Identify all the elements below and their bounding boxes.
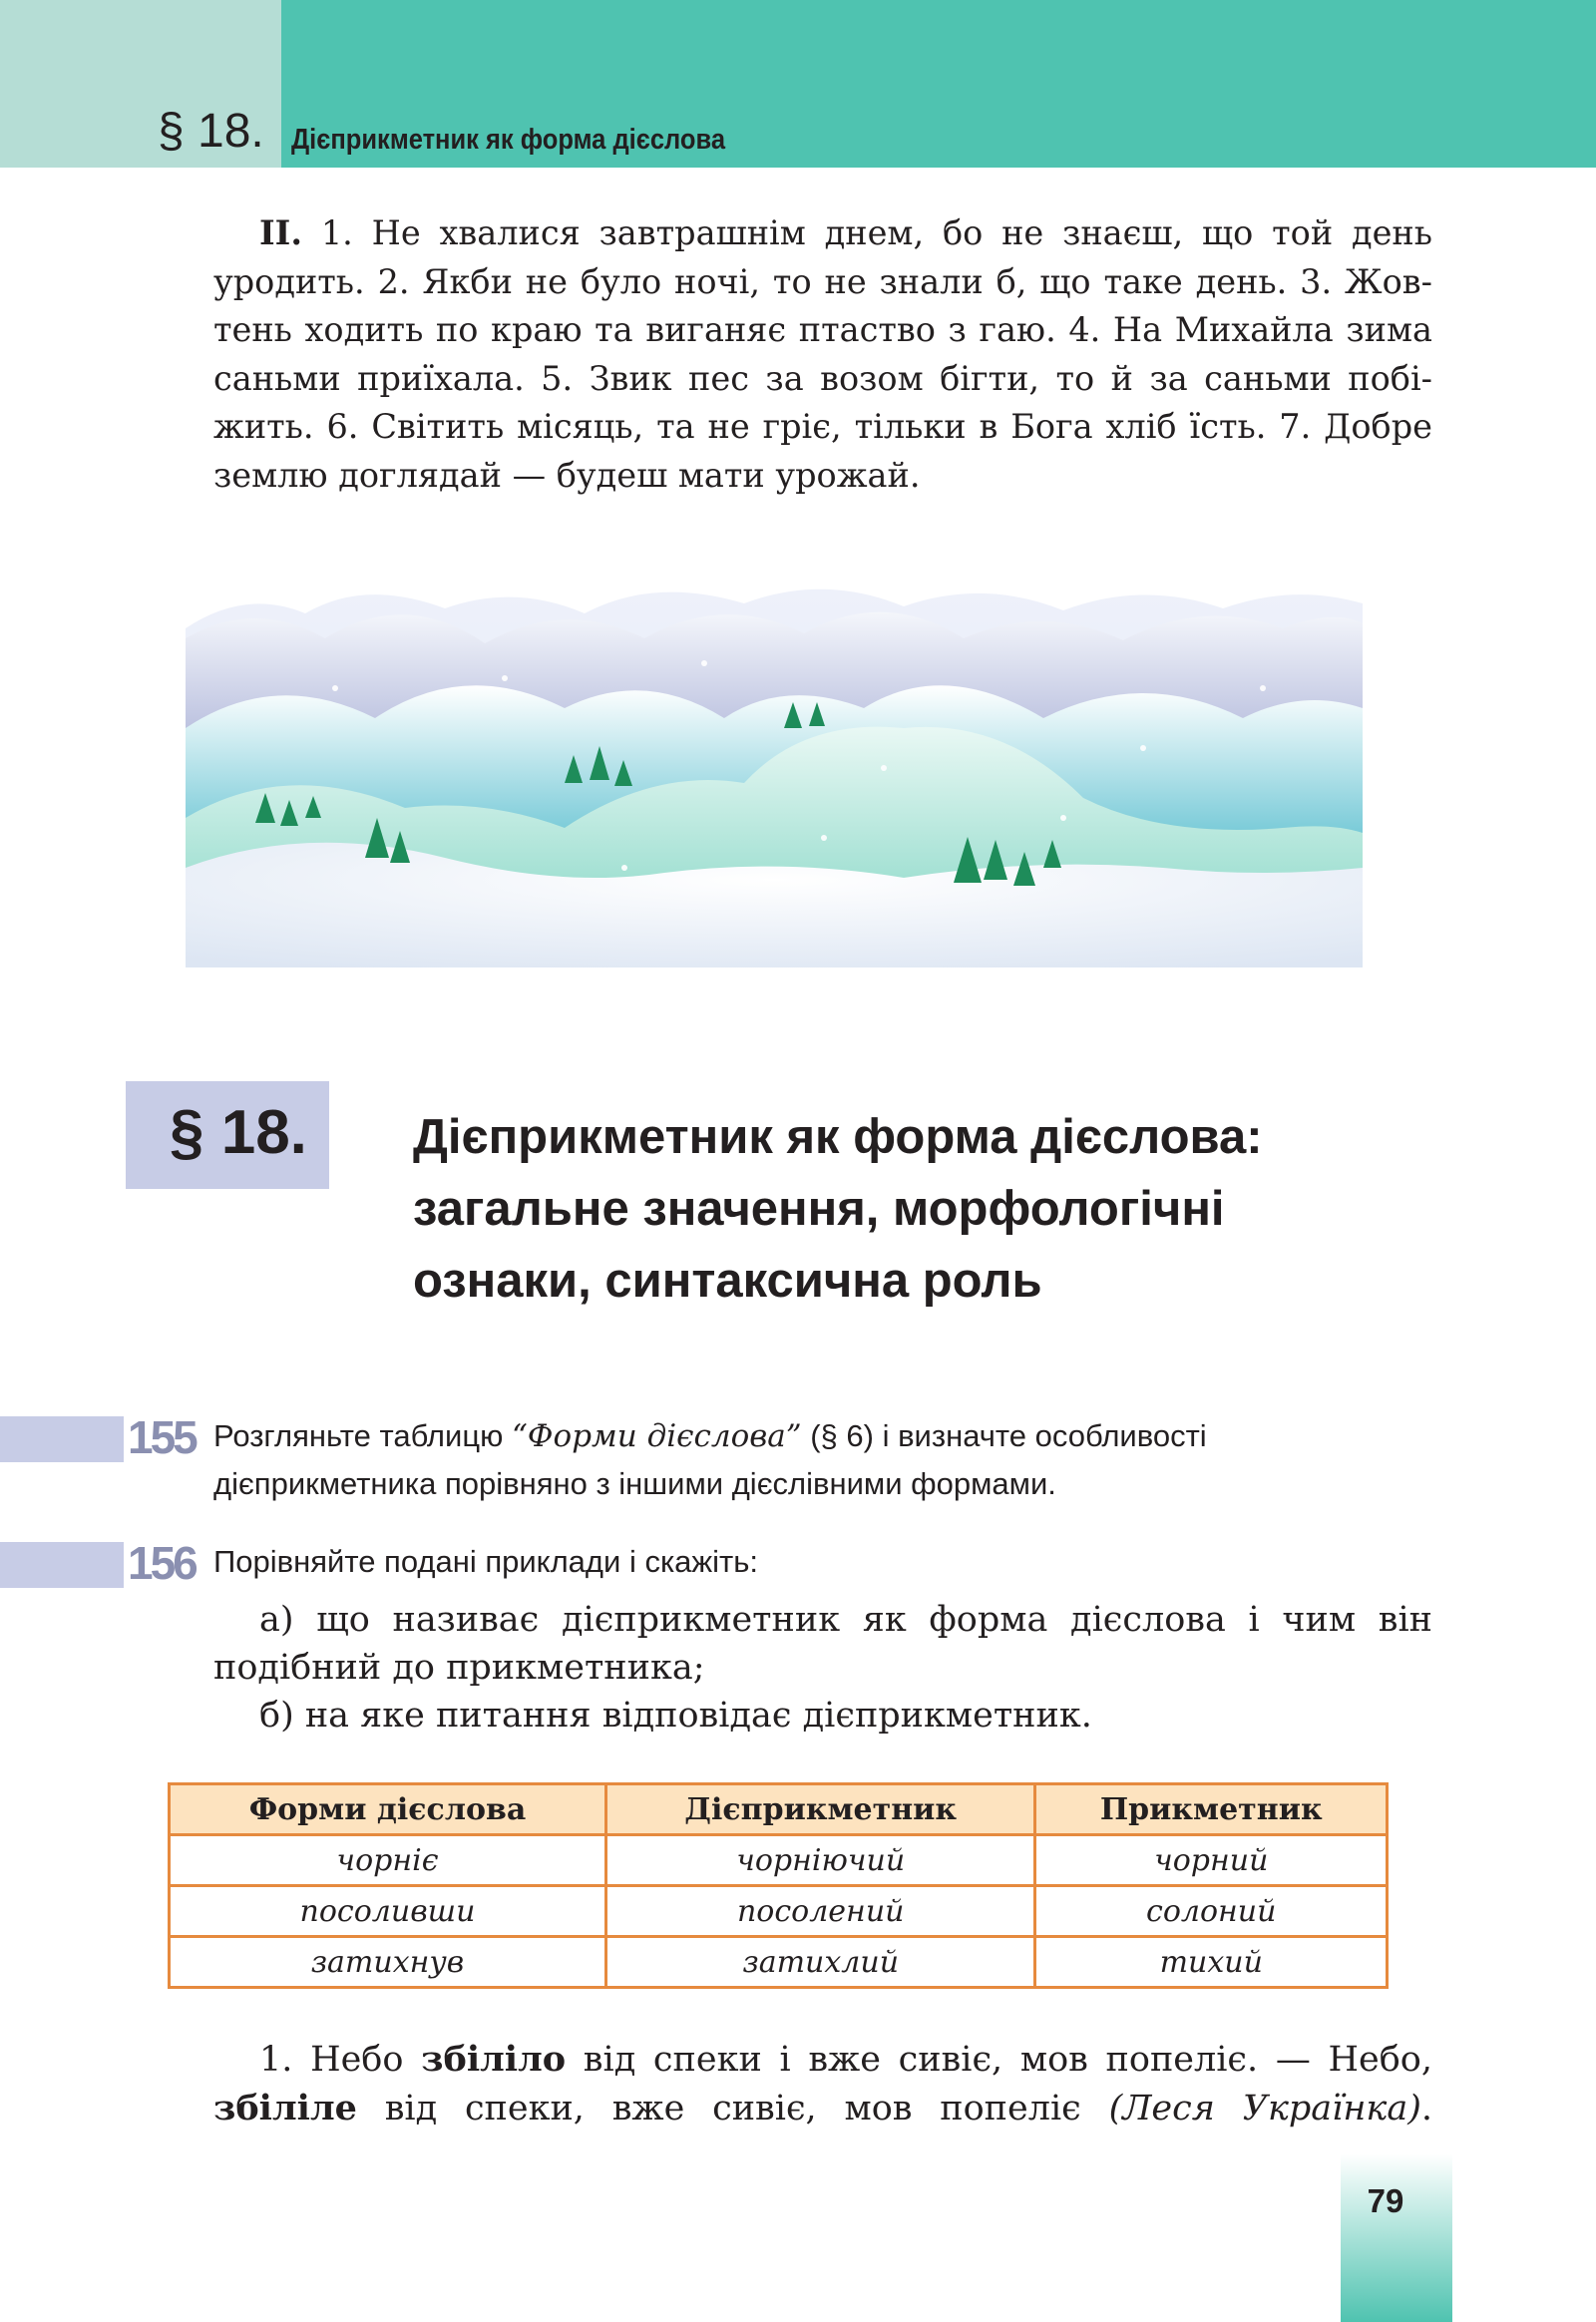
exercise-156-marker-bar [0,1542,124,1588]
exercise-155-line-1: Розгляньте таблицю “Форми дієслова” (§ 6) і визначте особливості [213,1418,1207,1454]
table-cell: посолений [605,1886,1035,1937]
proverbs-label: ІІ. [259,213,303,252]
exercise-156-number: 156 [128,1537,196,1589]
table-cell: чорніє [170,1835,606,1886]
header-section-number: § 18. [158,105,264,158]
table-cell: тихий [1035,1937,1388,1988]
table-cell: посоливши [170,1886,606,1937]
table-cell: затихнув [170,1937,606,1988]
section-title-line-2: загальне значення, морфологічні [413,1182,1225,1236]
proverbs-paragraph [213,209,1432,500]
table-cell: чорний [1035,1835,1388,1886]
exercise-156-item-a-line-2: подібний до прикметника; [213,1648,705,1688]
proverbs-line-2: уродить. 2. Якби не було ночі, то не знали б, що таке день. 3. Жов- [213,261,1432,301]
table-cell: чорніючий [605,1835,1035,1886]
exercise-156-intro: Порівняйте подані приклади і скажіть: [213,1544,759,1579]
proverbs-line-4: саньми приїхала. 5. Звик пес за возом бігти, то й за саньми побі- [213,358,1432,398]
header-section-title: Дієприкметник як форма дієслова [291,124,726,156]
proverbs-line-6: землю доглядай — будеш мати урожай. [213,455,921,495]
proverbs-line-1: ІІ. 1. Не хвалися завтрашнім днем, бо не знаєш, що той день [259,213,1433,252]
table-cell: затихлий [605,1937,1035,1988]
table-row [170,1937,1388,1988]
exercise-156-item-b: б) на яке питання відповідає дієприкметник. [259,1696,1092,1736]
section-title [413,1101,1263,1317]
exercise-155-number: 155 [128,1411,196,1463]
exercise-155-marker-bar [0,1416,124,1462]
section-title-line-1: Дієприкметник як форма дієслова: [413,1110,1263,1164]
page-number-tab [1341,2154,1452,2322]
exercise-155-line-2: дієприкметника порівняно з іншими дієслівними формами. [213,1466,1056,1501]
table-header-cell: Форми дієслова [170,1784,606,1835]
exercise-156-items [213,1596,1432,1740]
exercise-155-text [213,1412,1207,1507]
proverbs-line-3: тень ходить по краю та виганяє птаство з гаю. 4. На Михайла зима [213,310,1432,349]
section-title-line-3: ознаки, синтаксична роль [413,1254,1042,1308]
proverbs-line-5: жить. 6. Світить місяць, та не гріє, тільки в Бога хліб їсть. 7. Добре [213,407,1432,446]
page-number: 79 [1367,2182,1404,2219]
table-header-cell: Дієприкметник [605,1784,1035,1835]
table-row [170,1886,1388,1937]
exercise-156-item-a-line-1: а) що називає дієприкметник як форма дієслова і чим він [259,1600,1432,1640]
table-cell: солоний [1035,1886,1388,1937]
verb-forms-table [168,1782,1389,1989]
table-row [170,1835,1388,1886]
table-header-row [170,1784,1388,1835]
example-paragraph [213,2035,1432,2132]
example-line-1: 1. Небо збіліло від спеки і вже сивіє, мов попеліє. — Небо, [259,2039,1432,2080]
example-line-2: збіліле від спеки, вже сивіє, мов попеліє (Леся Українка). [213,2088,1432,2128]
winter-landscape-illustration [186,569,1363,968]
table-header-cell: Прикметник [1035,1784,1388,1835]
section-number: § 18. [170,1098,307,1167]
